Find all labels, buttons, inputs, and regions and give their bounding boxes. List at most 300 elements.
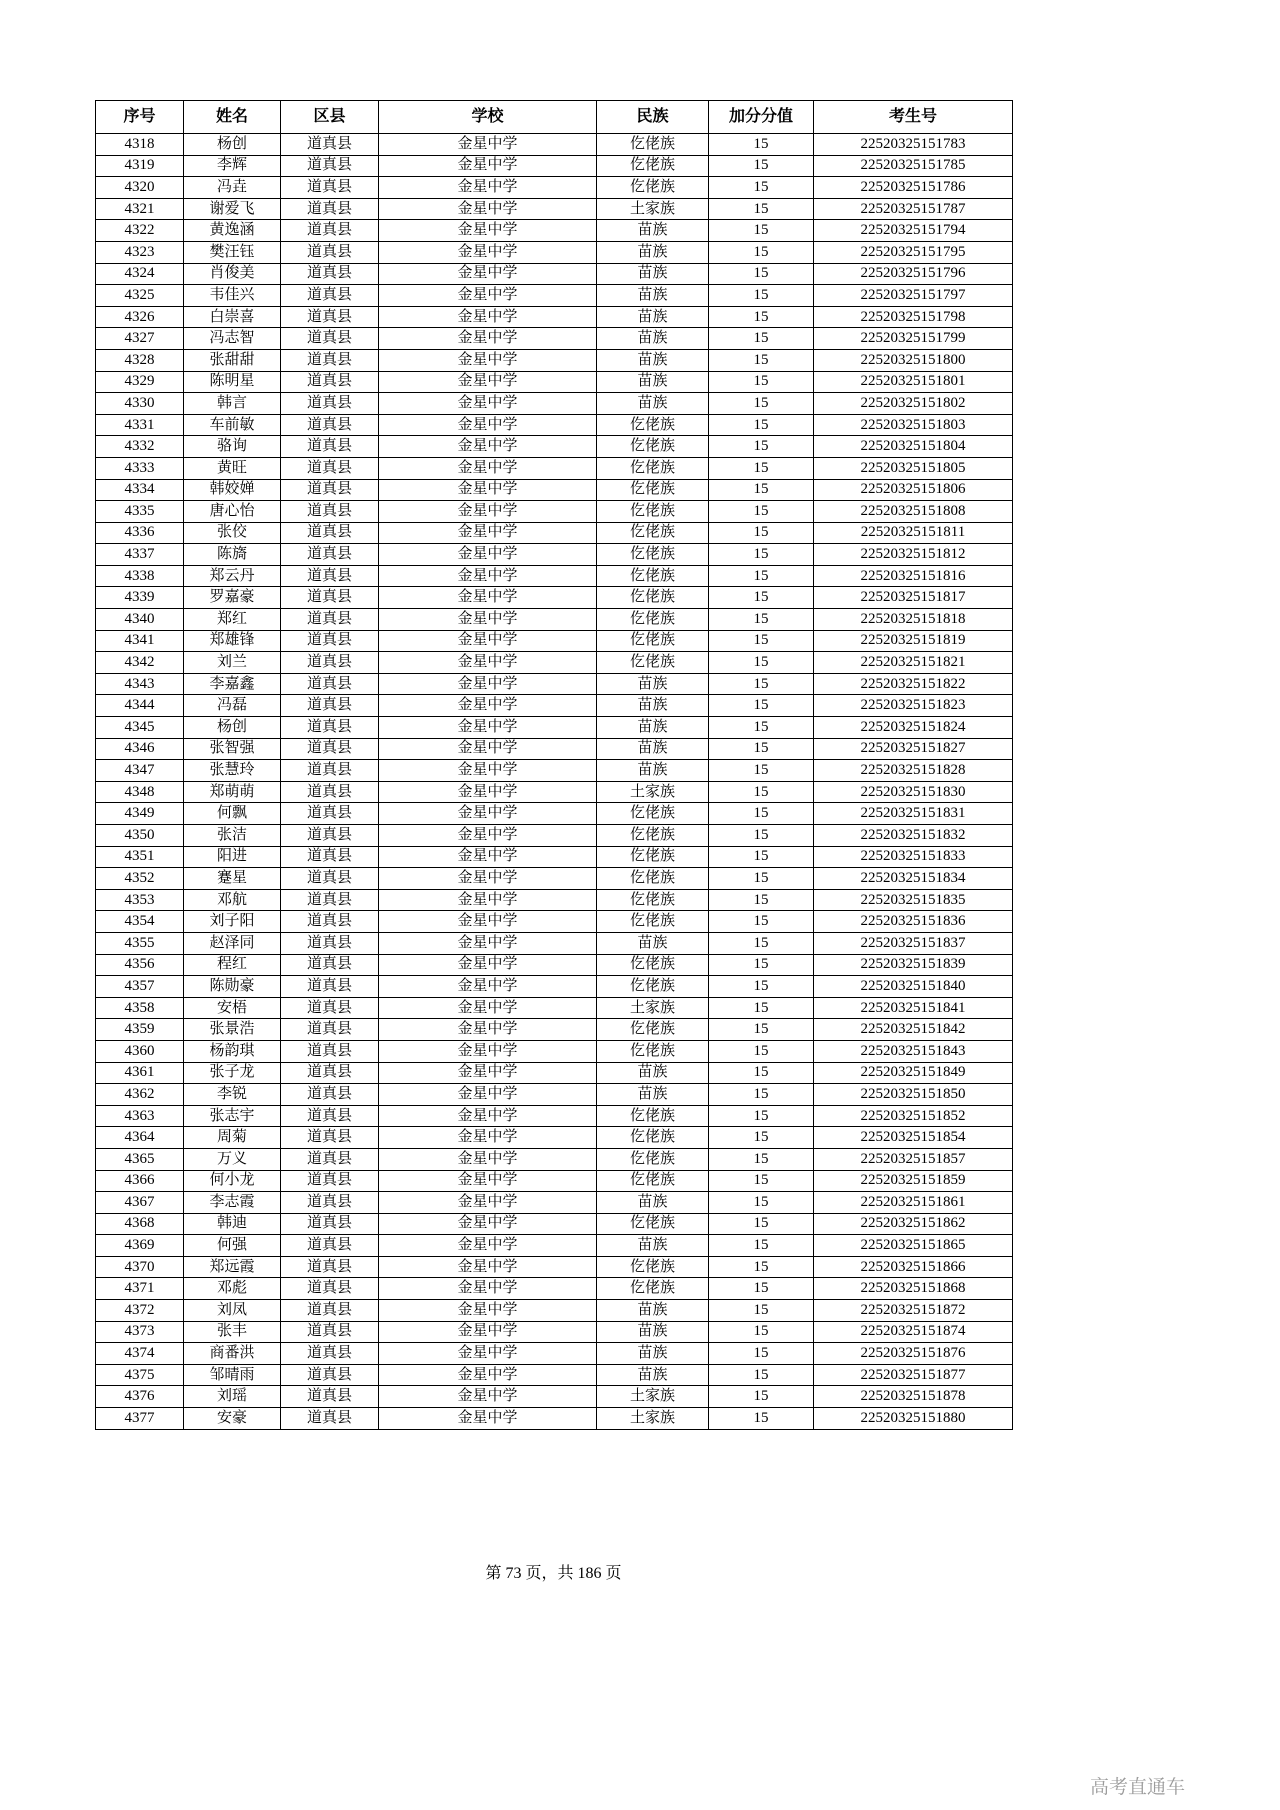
table-cell: 张丰 bbox=[184, 1321, 281, 1343]
table-row bbox=[96, 1084, 1013, 1106]
table-cell: 4319 bbox=[96, 155, 184, 177]
table-cell: 22520325151833 bbox=[814, 846, 1013, 868]
table-cell: 15 bbox=[709, 306, 814, 328]
table-cell: 韩言 bbox=[184, 393, 281, 415]
table-cell: 金星中学 bbox=[379, 522, 597, 544]
table-cell: 4373 bbox=[96, 1321, 184, 1343]
table-cell: 22520325151806 bbox=[814, 479, 1013, 501]
table-cell: 肖俊美 bbox=[184, 263, 281, 285]
table-cell: 15 bbox=[709, 954, 814, 976]
table-cell: 仡佬族 bbox=[597, 587, 709, 609]
table-cell: 22520325151850 bbox=[814, 1084, 1013, 1106]
table-cell: 金星中学 bbox=[379, 889, 597, 911]
table-cell: 15 bbox=[709, 1062, 814, 1084]
table-cell: 22520325151823 bbox=[814, 695, 1013, 717]
table-cell: 15 bbox=[709, 1213, 814, 1235]
table-cell: 22520325151876 bbox=[814, 1343, 1013, 1365]
table-cell: 道真县 bbox=[281, 198, 379, 220]
table-cell: 22520325151804 bbox=[814, 436, 1013, 458]
table-cell: 15 bbox=[709, 976, 814, 998]
table-cell: 金星中学 bbox=[379, 1278, 597, 1300]
table-row bbox=[96, 285, 1013, 307]
table-cell: 仡佬族 bbox=[597, 976, 709, 998]
table-cell: 15 bbox=[709, 241, 814, 263]
table-row bbox=[96, 1256, 1013, 1278]
table-cell: 4375 bbox=[96, 1364, 184, 1386]
table-cell: 道真县 bbox=[281, 911, 379, 933]
table-cell: 15 bbox=[709, 760, 814, 782]
table-cell: 22520325151872 bbox=[814, 1300, 1013, 1322]
table-cell: 李志霞 bbox=[184, 1192, 281, 1214]
table-cell: 4339 bbox=[96, 587, 184, 609]
table-cell: 金星中学 bbox=[379, 414, 597, 436]
table-cell: 金星中学 bbox=[379, 371, 597, 393]
table-cell: 程红 bbox=[184, 954, 281, 976]
table-cell: 15 bbox=[709, 932, 814, 954]
table-cell: 4366 bbox=[96, 1170, 184, 1192]
table-cell: 4318 bbox=[96, 134, 184, 156]
table-row bbox=[96, 868, 1013, 890]
table-cell: 22520325151840 bbox=[814, 976, 1013, 998]
table-cell: 仡佬族 bbox=[597, 436, 709, 458]
table-cell: 金星中学 bbox=[379, 868, 597, 890]
table-cell: 苗族 bbox=[597, 371, 709, 393]
table-cell: 4348 bbox=[96, 781, 184, 803]
table-cell: 金星中学 bbox=[379, 393, 597, 415]
table-cell: 金星中学 bbox=[379, 457, 597, 479]
table-cell: 土家族 bbox=[597, 997, 709, 1019]
table-cell: 金星中学 bbox=[379, 911, 597, 933]
table-cell: 阳进 bbox=[184, 846, 281, 868]
table-cell: 金星中学 bbox=[379, 285, 597, 307]
table-cell: 杨创 bbox=[184, 717, 281, 739]
table-cell: 22520325151843 bbox=[814, 1040, 1013, 1062]
table-cell: 金星中学 bbox=[379, 1148, 597, 1170]
table-cell: 金星中学 bbox=[379, 134, 597, 156]
table-cell: 4363 bbox=[96, 1105, 184, 1127]
table-row bbox=[96, 652, 1013, 674]
column-header: 姓名 bbox=[184, 101, 281, 134]
table-cell: 4356 bbox=[96, 954, 184, 976]
table-cell: 22520325151822 bbox=[814, 673, 1013, 695]
table-cell: 金星中学 bbox=[379, 1084, 597, 1106]
table-row bbox=[96, 414, 1013, 436]
table-cell: 15 bbox=[709, 889, 814, 911]
table-row bbox=[96, 457, 1013, 479]
table-cell: 道真县 bbox=[281, 1040, 379, 1062]
table-row bbox=[96, 976, 1013, 998]
table-cell: 金星中学 bbox=[379, 1019, 597, 1041]
table-cell: 仡佬族 bbox=[597, 911, 709, 933]
table-cell: 苗族 bbox=[597, 738, 709, 760]
table-cell: 4377 bbox=[96, 1408, 184, 1430]
table-row bbox=[96, 825, 1013, 847]
table-row bbox=[96, 501, 1013, 523]
table-cell: 道真县 bbox=[281, 932, 379, 954]
column-header: 区县 bbox=[281, 101, 379, 134]
table-cell: 陈明星 bbox=[184, 371, 281, 393]
table-cell: 15 bbox=[709, 501, 814, 523]
table-cell: 22520325151866 bbox=[814, 1256, 1013, 1278]
table-cell: 道真县 bbox=[281, 1148, 379, 1170]
table-cell: 4324 bbox=[96, 263, 184, 285]
table-cell: 4376 bbox=[96, 1386, 184, 1408]
table-cell: 金星中学 bbox=[379, 717, 597, 739]
table-row bbox=[96, 695, 1013, 717]
table-cell: 4341 bbox=[96, 630, 184, 652]
table-cell: 道真县 bbox=[281, 695, 379, 717]
table-cell: 道真县 bbox=[281, 868, 379, 890]
table-cell: 金星中学 bbox=[379, 1105, 597, 1127]
table-row bbox=[96, 1343, 1013, 1365]
table-cell: 何强 bbox=[184, 1235, 281, 1257]
table-cell: 4344 bbox=[96, 695, 184, 717]
table-cell: 15 bbox=[709, 1386, 814, 1408]
table-cell: 4362 bbox=[96, 1084, 184, 1106]
table-cell: 15 bbox=[709, 155, 814, 177]
table-row bbox=[96, 1019, 1013, 1041]
table-cell: 道真县 bbox=[281, 522, 379, 544]
table-cell: 仡佬族 bbox=[597, 1278, 709, 1300]
table-cell: 苗族 bbox=[597, 1321, 709, 1343]
table-cell: 道真县 bbox=[281, 371, 379, 393]
table-cell: 韩姣婵 bbox=[184, 479, 281, 501]
table-cell: 22520325151821 bbox=[814, 652, 1013, 674]
table-cell: 4367 bbox=[96, 1192, 184, 1214]
table-cell: 仡佬族 bbox=[597, 544, 709, 566]
table-cell: 22520325151800 bbox=[814, 349, 1013, 371]
table-cell: 金星中学 bbox=[379, 1321, 597, 1343]
table-cell: 15 bbox=[709, 1364, 814, 1386]
table-cell: 土家族 bbox=[597, 1408, 709, 1430]
table-row bbox=[96, 436, 1013, 458]
table-cell: 4360 bbox=[96, 1040, 184, 1062]
table-cell: 金星中学 bbox=[379, 565, 597, 587]
table-cell: 杨创 bbox=[184, 134, 281, 156]
table-cell: 金星中学 bbox=[379, 976, 597, 998]
table-cell: 15 bbox=[709, 911, 814, 933]
table-cell: 22520325151805 bbox=[814, 457, 1013, 479]
table-cell: 4369 bbox=[96, 1235, 184, 1257]
table-cell: 15 bbox=[709, 673, 814, 695]
table-cell: 仡佬族 bbox=[597, 889, 709, 911]
table-cell: 15 bbox=[709, 1127, 814, 1149]
table-row bbox=[96, 371, 1013, 393]
table-cell: 4343 bbox=[96, 673, 184, 695]
table-cell: 金星中学 bbox=[379, 177, 597, 199]
table-row bbox=[96, 479, 1013, 501]
table-cell: 仡佬族 bbox=[597, 1105, 709, 1127]
table-cell: 苗族 bbox=[597, 1192, 709, 1214]
table-cell: 苗族 bbox=[597, 760, 709, 782]
table-cell: 22520325151783 bbox=[814, 134, 1013, 156]
table-cell: 道真县 bbox=[281, 263, 379, 285]
table-cell: 22520325151857 bbox=[814, 1148, 1013, 1170]
table-cell: 道真县 bbox=[281, 1019, 379, 1041]
table-cell: 道真县 bbox=[281, 717, 379, 739]
column-header: 加分分值 bbox=[709, 101, 814, 134]
table-cell: 郑红 bbox=[184, 609, 281, 631]
table-cell: 金星中学 bbox=[379, 609, 597, 631]
table-cell: 道真县 bbox=[281, 306, 379, 328]
table-cell: 白崇喜 bbox=[184, 306, 281, 328]
table-cell: 4359 bbox=[96, 1019, 184, 1041]
table-cell: 道真县 bbox=[281, 220, 379, 242]
table-cell: 22520325151865 bbox=[814, 1235, 1013, 1257]
table-cell: 冯志智 bbox=[184, 328, 281, 350]
table-cell: 道真县 bbox=[281, 997, 379, 1019]
table-cell: 仡佬族 bbox=[597, 825, 709, 847]
table-cell: 金星中学 bbox=[379, 220, 597, 242]
table-cell: 仡佬族 bbox=[597, 652, 709, 674]
table-cell: 15 bbox=[709, 1105, 814, 1127]
table-cell: 道真县 bbox=[281, 1084, 379, 1106]
table-cell: 刘兰 bbox=[184, 652, 281, 674]
table-cell: 邹晴雨 bbox=[184, 1364, 281, 1386]
table-cell: 22520325151796 bbox=[814, 263, 1013, 285]
table-cell: 仡佬族 bbox=[597, 1256, 709, 1278]
table-row bbox=[96, 1321, 1013, 1343]
table-cell: 15 bbox=[709, 349, 814, 371]
table-cell: 道真县 bbox=[281, 479, 379, 501]
table-cell: 4346 bbox=[96, 738, 184, 760]
table-cell: 道真县 bbox=[281, 1235, 379, 1257]
table-row bbox=[96, 328, 1013, 350]
table-cell: 张洁 bbox=[184, 825, 281, 847]
table-cell: 苗族 bbox=[597, 695, 709, 717]
watermark-text: 高考直通车 bbox=[1089, 1777, 1185, 1798]
table-cell: 4331 bbox=[96, 414, 184, 436]
table-cell: 道真县 bbox=[281, 1105, 379, 1127]
table-cell: 道真县 bbox=[281, 544, 379, 566]
table-cell: 金星中学 bbox=[379, 1343, 597, 1365]
table-cell: 道真县 bbox=[281, 976, 379, 998]
table-cell: 金星中学 bbox=[379, 544, 597, 566]
table-cell: 22520325151824 bbox=[814, 717, 1013, 739]
table-row bbox=[96, 609, 1013, 631]
table-cell: 22520325151841 bbox=[814, 997, 1013, 1019]
table-cell: 22520325151835 bbox=[814, 889, 1013, 911]
table-row bbox=[96, 1170, 1013, 1192]
table-cell: 4374 bbox=[96, 1343, 184, 1365]
table-row bbox=[96, 760, 1013, 782]
table-cell: 15 bbox=[709, 479, 814, 501]
table-cell: 苗族 bbox=[597, 306, 709, 328]
table-row bbox=[96, 544, 1013, 566]
table-cell: 4328 bbox=[96, 349, 184, 371]
table-cell: 金星中学 bbox=[379, 1170, 597, 1192]
table-row bbox=[96, 1278, 1013, 1300]
table-cell: 22520325151785 bbox=[814, 155, 1013, 177]
table-row bbox=[96, 522, 1013, 544]
table-cell: 郑雄锋 bbox=[184, 630, 281, 652]
table-cell: 15 bbox=[709, 1235, 814, 1257]
table-row bbox=[96, 781, 1013, 803]
table-cell: 苗族 bbox=[597, 393, 709, 415]
table-cell: 4329 bbox=[96, 371, 184, 393]
table-cell: 15 bbox=[709, 868, 814, 890]
table-cell: 道真县 bbox=[281, 630, 379, 652]
table-cell: 金星中学 bbox=[379, 1127, 597, 1149]
table-cell: 仡佬族 bbox=[597, 457, 709, 479]
table-cell: 4323 bbox=[96, 241, 184, 263]
table-cell: 15 bbox=[709, 1321, 814, 1343]
table-row bbox=[96, 1235, 1013, 1257]
table-row bbox=[96, 177, 1013, 199]
table-cell: 15 bbox=[709, 738, 814, 760]
table-cell: 道真县 bbox=[281, 134, 379, 156]
table-row bbox=[96, 1127, 1013, 1149]
table-cell: 何小龙 bbox=[184, 1170, 281, 1192]
table-row bbox=[96, 306, 1013, 328]
table-cell: 15 bbox=[709, 825, 814, 847]
table-cell: 刘子阳 bbox=[184, 911, 281, 933]
table-row bbox=[96, 1192, 1013, 1214]
table-cell: 道真县 bbox=[281, 414, 379, 436]
table-row bbox=[96, 932, 1013, 954]
table-cell: 金星中学 bbox=[379, 1256, 597, 1278]
table-cell: 苗族 bbox=[597, 328, 709, 350]
table-cell: 金星中学 bbox=[379, 1386, 597, 1408]
table-cell: 土家族 bbox=[597, 1386, 709, 1408]
table-row bbox=[96, 263, 1013, 285]
table-cell: 15 bbox=[709, 436, 814, 458]
table-cell: 22520325151799 bbox=[814, 328, 1013, 350]
table-cell: 4365 bbox=[96, 1148, 184, 1170]
table-cell: 15 bbox=[709, 522, 814, 544]
table-cell: 邓彪 bbox=[184, 1278, 281, 1300]
table-cell: 22520325151786 bbox=[814, 177, 1013, 199]
table-cell: 4358 bbox=[96, 997, 184, 1019]
table-cell: 道真县 bbox=[281, 1062, 379, 1084]
table-cell: 道真县 bbox=[281, 673, 379, 695]
table-cell: 仡佬族 bbox=[597, 1019, 709, 1041]
table-cell: 4372 bbox=[96, 1300, 184, 1322]
table-cell: 苗族 bbox=[597, 285, 709, 307]
table-cell: 万义 bbox=[184, 1148, 281, 1170]
table-cell: 4338 bbox=[96, 565, 184, 587]
table-cell: 道真县 bbox=[281, 457, 379, 479]
table-cell: 金星中学 bbox=[379, 825, 597, 847]
table-cell: 22520325151852 bbox=[814, 1105, 1013, 1127]
table-cell: 金星中学 bbox=[379, 1040, 597, 1062]
table-cell: 22520325151877 bbox=[814, 1364, 1013, 1386]
table-cell: 道真县 bbox=[281, 652, 379, 674]
table-row bbox=[96, 954, 1013, 976]
table-cell: 道真县 bbox=[281, 846, 379, 868]
table-cell: 骆询 bbox=[184, 436, 281, 458]
table-cell: 仡佬族 bbox=[597, 803, 709, 825]
table-cell: 郑萌萌 bbox=[184, 781, 281, 803]
table-cell: 22520325151831 bbox=[814, 803, 1013, 825]
table-cell: 道真县 bbox=[281, 738, 379, 760]
table-cell: 杨韵琪 bbox=[184, 1040, 281, 1062]
table-cell: 15 bbox=[709, 285, 814, 307]
table-cell: 道真县 bbox=[281, 349, 379, 371]
table-cell: 15 bbox=[709, 1300, 814, 1322]
table-cell: 冯垚 bbox=[184, 177, 281, 199]
table-cell: 22520325151837 bbox=[814, 932, 1013, 954]
table-cell: 15 bbox=[709, 1256, 814, 1278]
table-cell: 金星中学 bbox=[379, 587, 597, 609]
table-cell: 22520325151839 bbox=[814, 954, 1013, 976]
table-cell: 仡佬族 bbox=[597, 177, 709, 199]
table-cell: 邓航 bbox=[184, 889, 281, 911]
table-row bbox=[96, 1062, 1013, 1084]
table-cell: 22520325151818 bbox=[814, 609, 1013, 631]
table-cell: 4320 bbox=[96, 177, 184, 199]
table-cell: 22520325151832 bbox=[814, 825, 1013, 847]
table-cell: 仡佬族 bbox=[597, 868, 709, 890]
table-cell: 唐心怡 bbox=[184, 501, 281, 523]
table-cell: 22520325151798 bbox=[814, 306, 1013, 328]
table-cell: 陈旖 bbox=[184, 544, 281, 566]
table-cell: 冯磊 bbox=[184, 695, 281, 717]
table-cell: 22520325151878 bbox=[814, 1386, 1013, 1408]
table-cell: 4368 bbox=[96, 1213, 184, 1235]
table-cell: 韩迪 bbox=[184, 1213, 281, 1235]
table-cell: 22520325151859 bbox=[814, 1170, 1013, 1192]
table-cell: 张子龙 bbox=[184, 1062, 281, 1084]
table-cell: 金星中学 bbox=[379, 306, 597, 328]
table-cell: 张景浩 bbox=[184, 1019, 281, 1041]
table-row bbox=[96, 1105, 1013, 1127]
table-cell: 仡佬族 bbox=[597, 846, 709, 868]
table-cell: 苗族 bbox=[597, 1084, 709, 1106]
table-cell: 15 bbox=[709, 565, 814, 587]
table-cell: 22520325151812 bbox=[814, 544, 1013, 566]
table-cell: 刘瑶 bbox=[184, 1386, 281, 1408]
table-cell: 周菊 bbox=[184, 1127, 281, 1149]
table-row bbox=[96, 911, 1013, 933]
table-cell: 李嘉鑫 bbox=[184, 673, 281, 695]
table-cell: 陈勋豪 bbox=[184, 976, 281, 998]
table-cell: 22520325151797 bbox=[814, 285, 1013, 307]
table-cell: 商番洪 bbox=[184, 1343, 281, 1365]
table-cell: 15 bbox=[709, 457, 814, 479]
column-header: 考生号 bbox=[814, 101, 1013, 134]
table-cell: 金星中学 bbox=[379, 738, 597, 760]
table-cell: 22520325151830 bbox=[814, 781, 1013, 803]
table-cell: 道真县 bbox=[281, 241, 379, 263]
table-row bbox=[96, 1148, 1013, 1170]
table-cell: 22520325151854 bbox=[814, 1127, 1013, 1149]
table-cell: 苗族 bbox=[597, 673, 709, 695]
table-cell: 张甜甜 bbox=[184, 349, 281, 371]
students-table bbox=[95, 100, 1013, 1430]
table-cell: 4330 bbox=[96, 393, 184, 415]
table-cell: 樊汪钰 bbox=[184, 241, 281, 263]
table-cell: 4336 bbox=[96, 522, 184, 544]
table-cell: 仡佬族 bbox=[597, 1040, 709, 1062]
table-cell: 4353 bbox=[96, 889, 184, 911]
table-cell: 仡佬族 bbox=[597, 134, 709, 156]
table-cell: 15 bbox=[709, 544, 814, 566]
table-cell: 苗族 bbox=[597, 1062, 709, 1084]
table-cell: 15 bbox=[709, 1192, 814, 1214]
table-cell: 道真县 bbox=[281, 803, 379, 825]
table-cell: 15 bbox=[709, 371, 814, 393]
table-cell: 仡佬族 bbox=[597, 479, 709, 501]
table-cell: 仡佬族 bbox=[597, 1213, 709, 1235]
table-cell: 15 bbox=[709, 263, 814, 285]
table-row bbox=[96, 1408, 1013, 1430]
table-cell: 张佼 bbox=[184, 522, 281, 544]
table-cell: 22520325151880 bbox=[814, 1408, 1013, 1430]
table-cell: 4347 bbox=[96, 760, 184, 782]
table-cell: 道真县 bbox=[281, 285, 379, 307]
table-cell: 仡佬族 bbox=[597, 1127, 709, 1149]
